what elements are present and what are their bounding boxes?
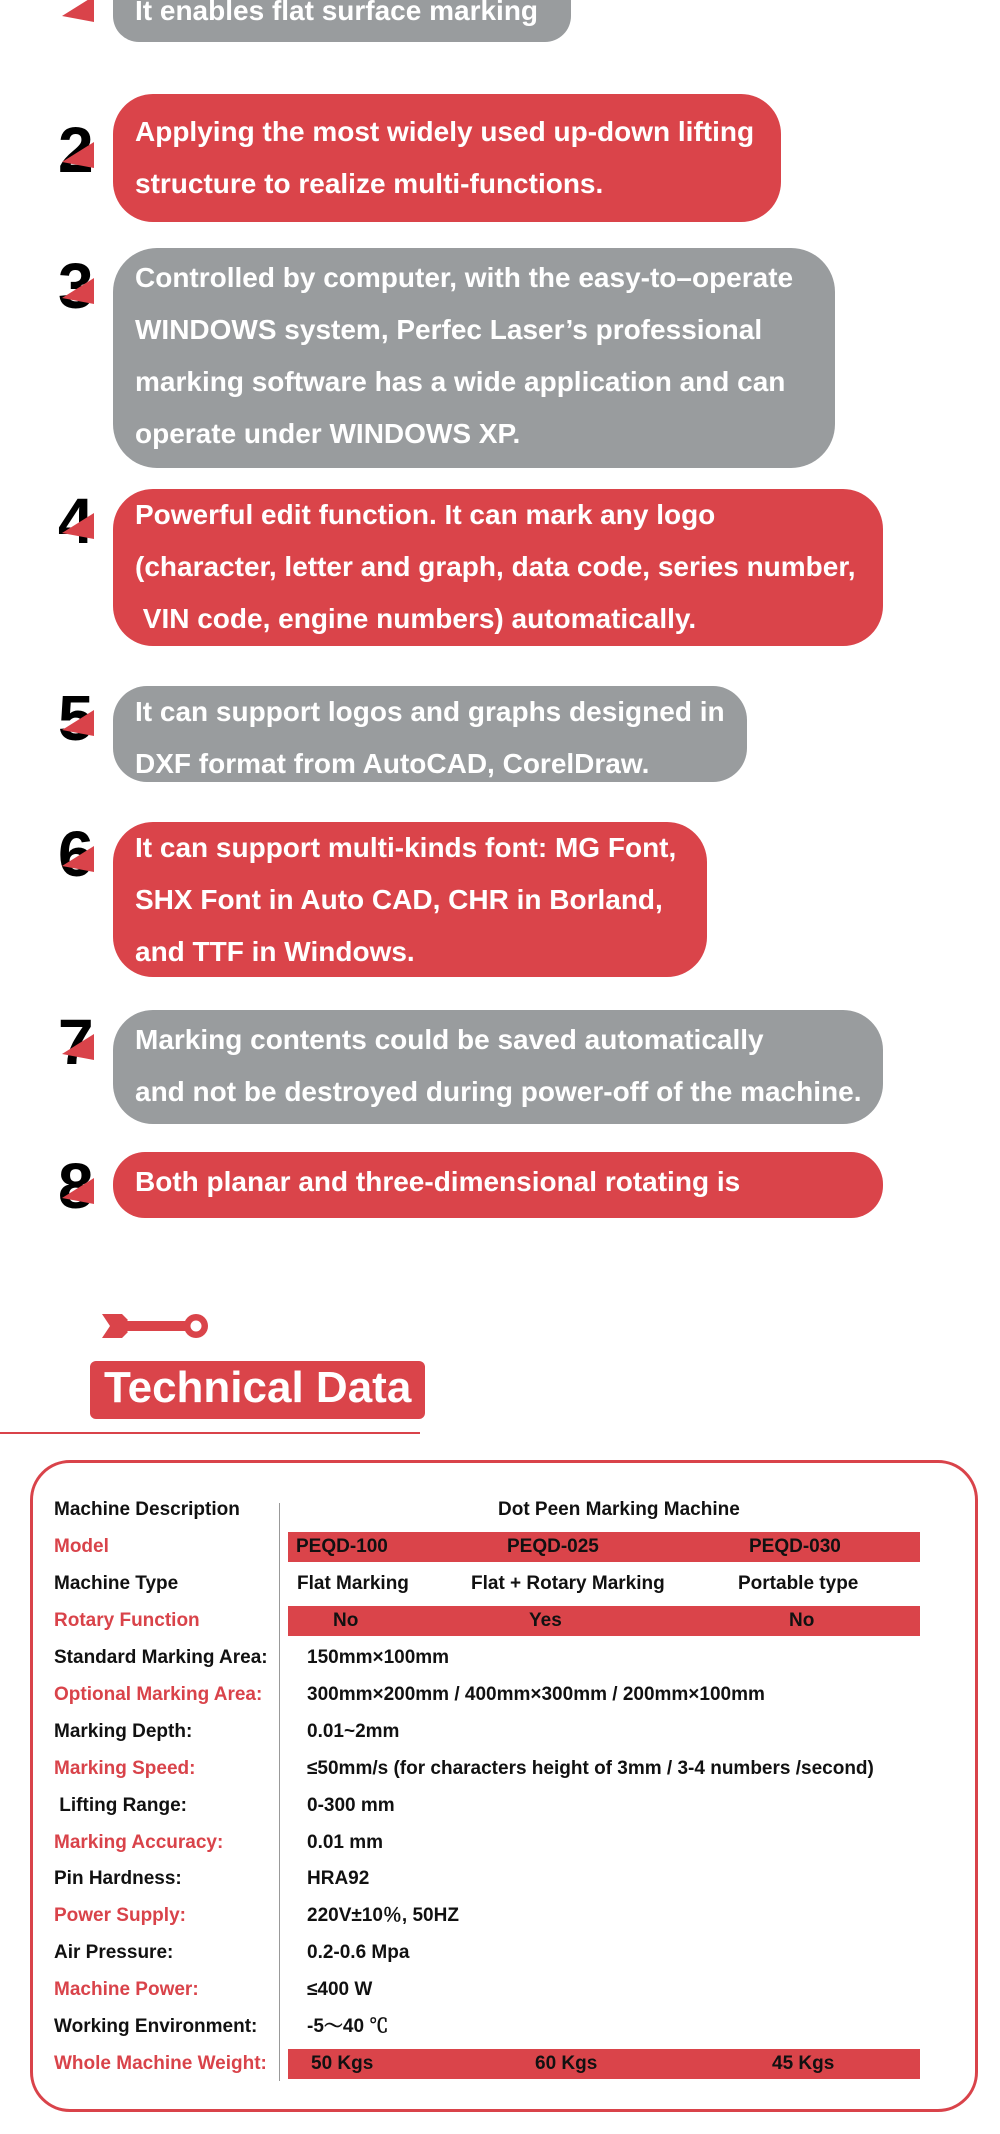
- pointer-triangle-icon: [62, 142, 94, 168]
- pointer-triangle-icon: [62, 278, 94, 304]
- spec-label: Marking Speed:: [54, 1758, 196, 1779]
- spec-row: [0, 1864, 1000, 1894]
- spec-value: 220V±10％, 50HZ: [307, 1905, 459, 1926]
- spec-value: 0.2-0.6 Mpa: [307, 1942, 410, 1963]
- spec-value: Flat Marking: [297, 1573, 409, 1594]
- spec-label: Air Pressure:: [54, 1942, 174, 1963]
- feature-4-number: 4: [58, 485, 94, 557]
- spec-label: Working Environment:: [54, 2016, 258, 2037]
- spec-label: Optional Marking Area:: [54, 1684, 263, 1705]
- feature-4-text: Powerful edit function. It can mark any logo (character, letter and graph, data code, series number, VIN code, engine numbers) automatically.: [113, 489, 883, 646]
- feature-7-text: Marking contents could be saved automatically and not be destroyed during power-off of the machine.: [113, 1010, 883, 1124]
- spec-row: [0, 1938, 1000, 1968]
- spec-row: [0, 1643, 1000, 1673]
- spec-row: [0, 1680, 1000, 1710]
- spec-row-description: [0, 1495, 1000, 1525]
- title-divider: [0, 1432, 420, 1434]
- spec-row-type: [0, 1569, 1000, 1599]
- spec-value: No: [789, 1610, 815, 1631]
- spec-label: Standard Marking Area:: [54, 1647, 268, 1668]
- spec-label: Lifting Range:: [54, 1795, 187, 1816]
- spec-value: 150mm×100mm: [307, 1647, 450, 1668]
- spec-value: 300mm×200mm / 400mm×300mm / 200mm×100mm: [307, 1684, 765, 1705]
- spec-label: Power Supply:: [54, 1905, 186, 1926]
- pointer-triangle-icon: [62, 0, 94, 22]
- feature-5-number: 5: [58, 682, 94, 754]
- pointer-triangle-icon: [62, 846, 94, 872]
- section-title: Technical Data: [90, 1361, 425, 1419]
- highlight-band: [288, 1606, 920, 1636]
- feature-8-text: Both planar and three-dimensional rotating is available.: [113, 1152, 883, 1218]
- spec-value: 45 Kgs: [772, 2053, 835, 2074]
- spec-value: ≤400 W: [307, 1979, 373, 2000]
- feature-2-number: 2: [58, 114, 94, 186]
- spec-row-weight: [0, 2049, 1000, 2079]
- spec-label: Machine Power:: [54, 1979, 199, 2000]
- wrench-icon: [100, 1308, 212, 1344]
- feature-8-number: 8: [58, 1150, 94, 1222]
- spec-row: [0, 1975, 1000, 2005]
- spec-value: Portable type: [738, 1573, 859, 1594]
- spec-label: Marking Depth:: [54, 1721, 193, 1742]
- feature-5-text: It can support logos and graphs designed in DXF format from AutoCAD, CorelDraw.: [113, 686, 747, 782]
- feature-1-text: It enables flat surface marking: [113, 0, 571, 42]
- spec-value: ≤50mm/s (for characters height of 3mm / 3-4 numbers /second): [307, 1758, 874, 1779]
- spec-value: Flat + Rotary Marking: [471, 1573, 665, 1594]
- feature-3-number: 3: [58, 250, 94, 322]
- spec-value: 0.01~2mm: [307, 1721, 400, 1742]
- spec-label: Marking Accuracy:: [54, 1832, 224, 1853]
- spec-label: Model: [54, 1536, 109, 1557]
- spec-value: -5～40 ℃: [307, 2016, 389, 2037]
- spec-row-model: [0, 1532, 1000, 1562]
- spec-label: Machine Type: [54, 1573, 179, 1594]
- pointer-triangle-icon: [62, 1178, 94, 1204]
- spec-row: [0, 1901, 1000, 1931]
- spec-label: Whole Machine Weight:: [54, 2053, 267, 2074]
- spec-row: [0, 1754, 1000, 1784]
- spec-value: 60 Kgs: [535, 2053, 598, 2074]
- feature-6-number: 6: [58, 818, 94, 890]
- spec-value: Yes: [529, 1610, 562, 1631]
- feature-2-text: Applying the most widely used up-down lifting structure to realize multi-functions.: [113, 94, 781, 222]
- spec-label: Pin Hardness:: [54, 1868, 182, 1889]
- spec-row-rotary: [0, 1606, 1000, 1636]
- pointer-triangle-icon: [62, 1034, 94, 1060]
- feature-6-text: It can support multi-kinds font: MG Font, SHX Font in Auto CAD, CHR in Borland, and TTF in Windows.: [113, 822, 707, 977]
- pointer-triangle-icon: [62, 710, 94, 736]
- spec-row: [0, 1828, 1000, 1858]
- spec-value: PEQD-100: [296, 1536, 388, 1557]
- spec-label: Machine Description: [54, 1499, 240, 1520]
- spec-value: 0.01 mm: [307, 1832, 384, 1853]
- spec-value: 50 Kgs: [311, 2053, 374, 2074]
- spec-row: [0, 1791, 1000, 1821]
- spec-value: PEQD-025: [507, 1536, 599, 1557]
- pointer-triangle-icon: [62, 513, 94, 539]
- spec-value: 0-300 mm: [307, 1795, 395, 1816]
- spec-value: Dot Peen Marking Machine: [498, 1499, 740, 1520]
- spec-row: [0, 2012, 1000, 2042]
- spec-row: [0, 1717, 1000, 1747]
- feature-3-text: Controlled by computer, with the easy-to–operate WINDOWS system, Perfec Laser’s professional marking software has a wide application and can operate under WINDOWS XP.: [113, 248, 835, 468]
- spec-value: No: [333, 1610, 359, 1631]
- spec-value: PEQD-030: [749, 1536, 841, 1557]
- spec-value: HRA92: [307, 1868, 370, 1889]
- spec-label: Rotary Function: [54, 1610, 200, 1631]
- feature-7-number: 7: [58, 1006, 94, 1078]
